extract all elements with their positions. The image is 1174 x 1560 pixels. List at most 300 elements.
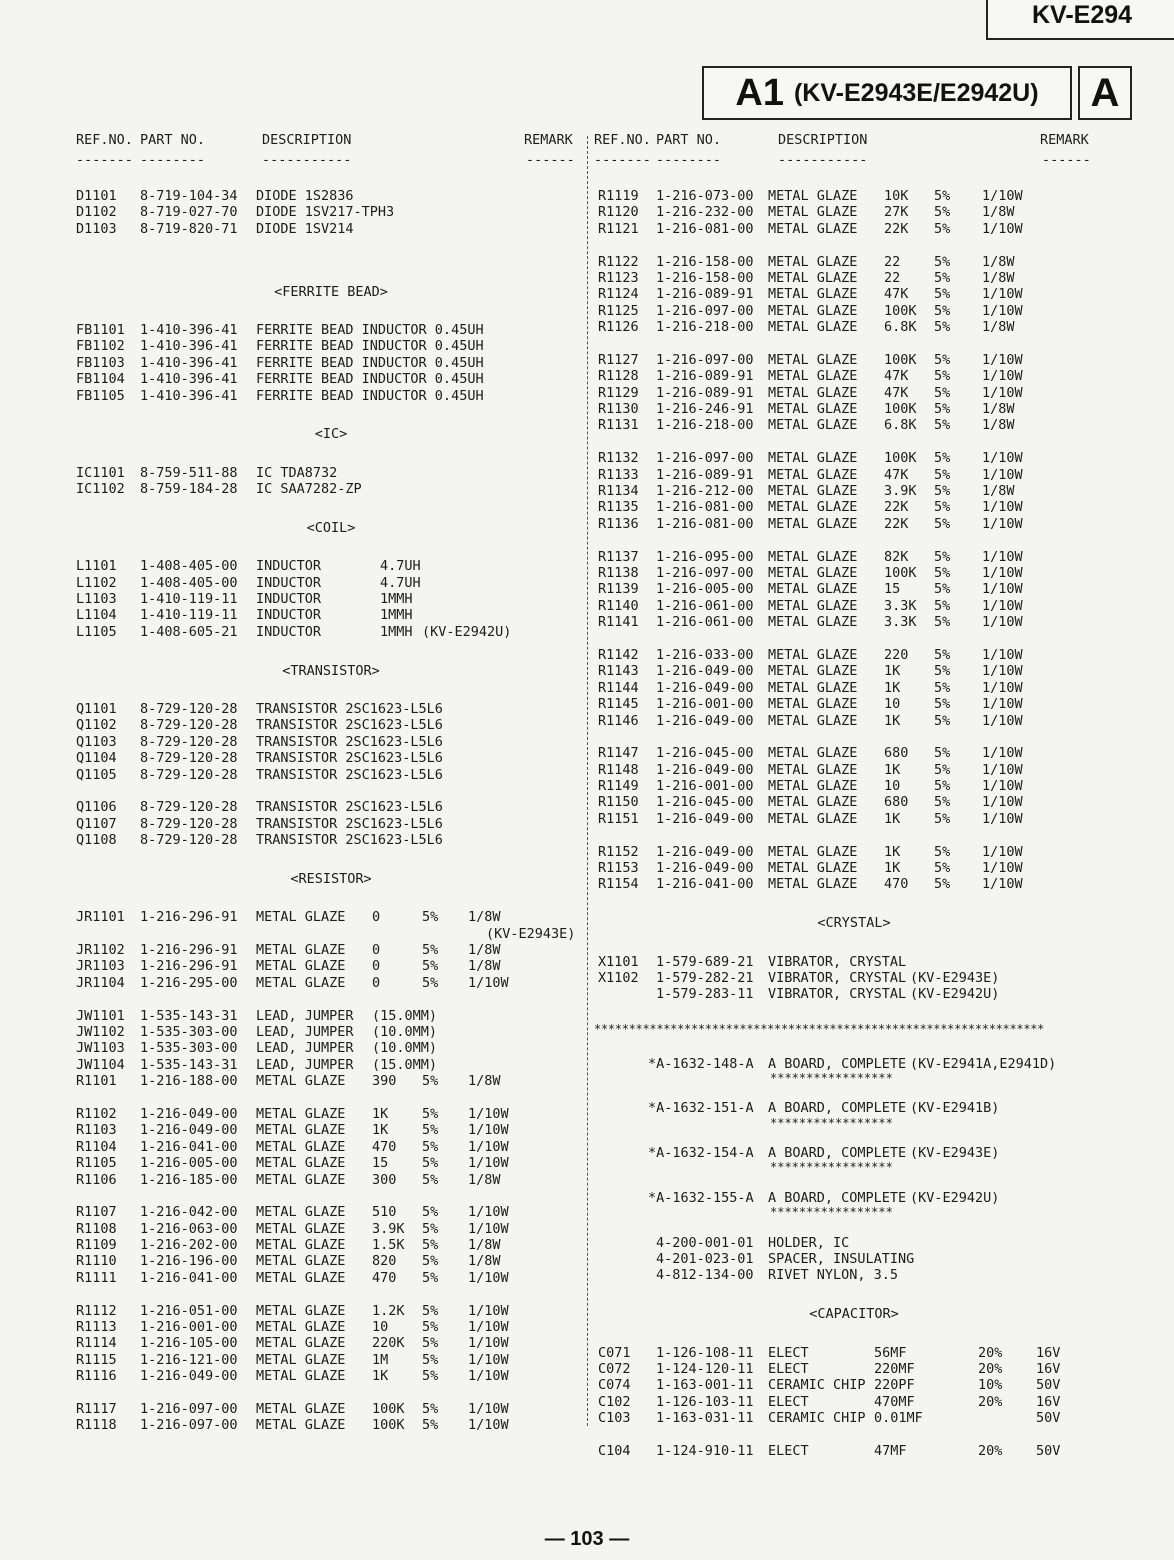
section-title: <IC> (314, 426, 348, 443)
description: A BOARD, COMPLETE (768, 1100, 907, 1117)
description: METAL GLAZE (768, 581, 858, 598)
description: METAL GLAZE (768, 204, 858, 221)
ref-no: L1105 (76, 623, 117, 640)
part-no: 1-216-097-00 (656, 302, 754, 319)
part-row (594, 385, 1114, 401)
tolerance: 5% (934, 646, 951, 663)
part-no: 1-216-097-00 (656, 564, 754, 581)
wattage: 1/10W (982, 646, 1023, 663)
tolerance: 5% (934, 581, 951, 598)
tolerance: 5% (934, 696, 951, 713)
ref-no: R1132 (598, 450, 639, 467)
dash-remark: ------ (1042, 152, 1091, 168)
part-row (594, 565, 1114, 581)
part-no: 1-535-143-31 (140, 1007, 238, 1024)
tolerance: 5% (934, 204, 951, 221)
part-row (76, 1139, 586, 1155)
part-no: 1-216-212-00 (656, 483, 754, 500)
value: 220K (372, 1335, 405, 1352)
ref-no: R1150 (598, 794, 639, 811)
value: 1.2K (372, 1302, 405, 1319)
part-no: 1-126-103-11 (656, 1393, 754, 1410)
ref-no: R1124 (598, 286, 639, 303)
description: METAL GLAZE (256, 1368, 346, 1385)
description: METAL GLAZE (256, 1253, 346, 1270)
part-no: 8-729-120-28 (140, 799, 238, 816)
part-no: 1-579-689-21 (656, 953, 754, 970)
description: METAL GLAZE (768, 319, 858, 336)
ref-no: R1133 (598, 466, 639, 483)
remark: (KV-E2941B) (910, 1100, 1000, 1117)
board-name: A1 (735, 71, 784, 114)
description: METAL GLAZE (256, 1417, 346, 1434)
value: (10.0MM) (372, 1040, 438, 1057)
part-row (76, 1319, 586, 1335)
value: 680 (884, 745, 909, 762)
tolerance: 5% (422, 1171, 439, 1188)
ref-no: R1107 (76, 1204, 117, 1221)
wattage: 1/8W (982, 401, 1015, 418)
description: ELECT (768, 1361, 809, 1377)
wattage: 1/10W (982, 663, 1023, 680)
part-row (594, 860, 1114, 876)
part-row (76, 322, 586, 338)
wattage: 1/8W (982, 417, 1015, 434)
ref-no: R1106 (76, 1171, 117, 1188)
tolerance: 5% (934, 417, 951, 434)
part-row (594, 204, 1114, 220)
board-row (594, 1145, 1114, 1161)
part-no: 1-216-073-00 (656, 188, 754, 204)
description: METAL GLAZE (768, 597, 858, 614)
page-number: — 103 — (544, 1528, 630, 1550)
part-row (76, 1073, 586, 1089)
wattage: 1/10W (468, 1122, 509, 1139)
value: 0 (372, 942, 381, 959)
wattage: 1/10W (468, 1105, 509, 1122)
remark: (KV-E2941A,E2941D) (910, 1055, 1057, 1072)
part-no: 1-410-396-41 (140, 387, 238, 404)
tolerance: 5% (422, 1220, 439, 1237)
wattage: 1/10W (982, 466, 1023, 483)
part-no: 1-216-158-00 (656, 269, 754, 286)
part-no: 1-126-108-11 (656, 1344, 754, 1361)
tolerance: 5% (934, 253, 951, 270)
header-remark: REMARK (524, 132, 573, 148)
part-no: 1-216-246-91 (656, 401, 754, 418)
wattage: 1/10W (468, 1302, 509, 1319)
part-no: 1-216-089-91 (656, 384, 754, 401)
description: TRANSISTOR 2SC1623-L5L6 (256, 750, 443, 767)
description: RIVET NYLON, 3.5 (768, 1267, 899, 1284)
ref-no: R1139 (598, 581, 639, 598)
dash-ref: ------- (76, 152, 133, 168)
description: HOLDER, IC (768, 1234, 850, 1251)
wattage: 1/8W (982, 319, 1015, 336)
part-no: 1-216-045-00 (656, 794, 754, 811)
part-no: 1-216-041-00 (140, 1138, 238, 1155)
part-no: 1-408-605-21 (140, 623, 238, 640)
part-no: 1-410-396-41 (140, 321, 238, 338)
ref-no: L1103 (76, 591, 117, 608)
description: METAL GLAZE (256, 1171, 346, 1188)
value: 1K (372, 1122, 389, 1139)
value: 100K (884, 564, 917, 581)
description: METAL GLAZE (768, 384, 858, 401)
part-no: 1-216-202-00 (140, 1237, 238, 1254)
ref-no: R1135 (598, 499, 639, 516)
part-no: 8-759-511-88 (140, 464, 238, 481)
value: 1MMH (380, 623, 413, 640)
part-no: 1-216-041-00 (140, 1269, 238, 1286)
value: 510 (372, 1204, 397, 1221)
part-no: 1-410-396-41 (140, 338, 238, 355)
value: 27K (884, 204, 909, 221)
part-row (76, 799, 586, 815)
remark: (KV-E2942U) (422, 623, 512, 640)
wattage: 1/10W (982, 351, 1023, 368)
part-no: 1-216-089-91 (656, 286, 754, 303)
tolerance: 5% (422, 1253, 439, 1270)
part-no: 1-216-041-00 (656, 876, 754, 893)
tolerance: 5% (934, 761, 951, 778)
part-no: 8-729-120-28 (140, 832, 238, 849)
part-row (594, 1345, 1114, 1361)
part-row (76, 767, 586, 783)
ref-no: FB1104 (76, 371, 125, 388)
spacer (594, 729, 1114, 745)
wattage: 1/10W (982, 515, 1023, 532)
part-row (594, 954, 1114, 970)
ref-no: JR1103 (76, 958, 125, 975)
ref-no: R1112 (76, 1302, 117, 1319)
tolerance: 10% (978, 1377, 1003, 1394)
ref-no: R1117 (76, 1401, 117, 1417)
header-ref-no: REF.NO. (594, 132, 651, 148)
ref-no: C072 (598, 1361, 631, 1377)
description: METAL GLAZE (256, 1122, 346, 1139)
ref-no: R1123 (598, 269, 639, 286)
part-row (594, 1251, 1114, 1267)
value: 220PF (874, 1377, 915, 1394)
description: METAL GLAZE (768, 188, 858, 204)
part-row (76, 388, 586, 404)
part-row (594, 970, 1114, 986)
part-row (76, 1155, 586, 1171)
value: 56MF (874, 1344, 907, 1361)
description: DIODE 1SV217-TPH3 (256, 204, 395, 221)
part-no: 1-216-033-00 (656, 646, 754, 663)
description: METAL GLAZE (256, 1319, 346, 1336)
description: ELECT (768, 1393, 809, 1410)
part-row (76, 355, 586, 371)
part-row (76, 750, 586, 766)
tolerance: 5% (934, 810, 951, 827)
wattage: 1/10W (982, 876, 1023, 893)
description: METAL GLAZE (768, 794, 858, 811)
part-row (594, 450, 1114, 466)
part-no: 1-216-081-00 (656, 220, 754, 237)
description: VIBRATOR, CRYSTAL (768, 953, 907, 970)
left-column (76, 130, 586, 1434)
part-row (76, 1122, 586, 1138)
description: METAL GLAZE (768, 778, 858, 795)
part-row (76, 558, 586, 574)
spacer (76, 849, 586, 865)
ref-no: Q1103 (76, 733, 117, 750)
dash-remark: ------ (526, 152, 575, 168)
description: LEAD, JUMPER (256, 1056, 354, 1073)
value: 22K (884, 220, 909, 237)
spacer (594, 1328, 1114, 1344)
ref-no: R1153 (598, 860, 639, 877)
ref-no: Q1105 (76, 766, 117, 783)
tolerance: 5% (934, 860, 951, 877)
tolerance: 20% (978, 1344, 1003, 1361)
value: 0 (372, 974, 381, 991)
board-stars (594, 1206, 1114, 1218)
part-no: 1-216-042-00 (140, 1204, 238, 1221)
value: 1K (884, 843, 901, 860)
spacer (76, 1385, 586, 1401)
part-row (594, 1443, 1114, 1459)
tolerance: 5% (934, 778, 951, 795)
ref-no: R1121 (598, 220, 639, 237)
description: METAL GLAZE (768, 564, 858, 581)
description: ELECT (768, 1344, 809, 1361)
ref-no: JW1103 (76, 1040, 125, 1057)
stars: ***************** (770, 1205, 893, 1220)
part-no: 8-759-184-28 (140, 481, 238, 498)
ref-no: L1102 (76, 574, 117, 591)
part-row (76, 1057, 586, 1073)
part-no: 1-216-097-00 (140, 1401, 238, 1417)
ref-no: R1122 (598, 253, 639, 270)
remark: (KV-E2943E) (486, 925, 576, 942)
wattage: 1/8W (468, 1171, 501, 1188)
description: METAL GLAZE (768, 712, 858, 729)
description: LEAD, JUMPER (256, 1007, 354, 1024)
wattage: 1/8W (982, 483, 1015, 500)
part-no: 8-729-120-28 (140, 700, 238, 717)
part-row (594, 1267, 1114, 1283)
part-row (76, 734, 586, 750)
wattage: 1/8W (468, 1253, 501, 1270)
ref-no: D1102 (76, 204, 117, 221)
part-no: 1-216-049-00 (656, 810, 754, 827)
value: 0 (372, 909, 381, 926)
spacer (76, 448, 586, 464)
stars: ***************** (770, 1070, 893, 1085)
ref-no: R1129 (598, 384, 639, 401)
part-row (594, 713, 1114, 729)
ref-no: R1108 (76, 1220, 117, 1237)
description: TRANSISTOR 2SC1623-L5L6 (256, 717, 443, 734)
description: METAL GLAZE (768, 646, 858, 663)
part-row (594, 188, 1114, 204)
part-row (594, 483, 1114, 499)
ref-no: R1120 (598, 204, 639, 221)
part-row (76, 1401, 586, 1417)
description: DIODE 1S2836 (256, 188, 354, 204)
spacer (76, 1286, 586, 1302)
wattage: 1/10W (982, 220, 1023, 237)
wattage: 1/10W (982, 843, 1023, 860)
wattage: 1/10W (468, 1269, 509, 1286)
description: INDUCTOR (256, 558, 322, 575)
description: METAL GLAZE (768, 499, 858, 516)
value: 1MMH (380, 607, 413, 624)
tolerance: 5% (934, 745, 951, 762)
description: METAL GLAZE (256, 1155, 346, 1172)
wattage: 1/10W (982, 286, 1023, 303)
ref-no: R1145 (598, 696, 639, 713)
tolerance: 5% (422, 1351, 439, 1368)
part-row (76, 1024, 586, 1040)
description: METAL GLAZE (768, 614, 858, 631)
ref-no: JR1104 (76, 974, 125, 991)
tolerance: 5% (934, 351, 951, 368)
tolerance: 5% (422, 942, 439, 959)
wattage: 1/10W (982, 384, 1023, 401)
wattage: 1/10W (982, 696, 1023, 713)
section-title: <RESISTOR> (290, 870, 372, 887)
wattage: 1/10W (468, 1417, 509, 1434)
value: 3.9K (372, 1220, 405, 1237)
ref-no: C102 (598, 1393, 631, 1410)
part-row (594, 598, 1114, 614)
part-no: 1-216-049-00 (656, 679, 754, 696)
tolerance: 5% (422, 1237, 439, 1254)
ref-no: R1125 (598, 302, 639, 319)
description: METAL GLAZE (768, 548, 858, 565)
header-description: DESCRIPTION (262, 132, 352, 148)
part-no: 1-216-005-00 (656, 581, 754, 598)
tolerance: 5% (934, 499, 951, 516)
left-header-dashes (76, 152, 586, 170)
description: METAL GLAZE (256, 958, 346, 975)
part-no: 1-216-049-00 (656, 761, 754, 778)
part-no: 8-729-120-28 (140, 815, 238, 832)
tolerance: 20% (978, 1442, 1003, 1459)
header-part-no: PART NO. (656, 132, 722, 148)
spacer (594, 1003, 1114, 1019)
value: 470MF (874, 1393, 915, 1410)
part-row (594, 647, 1114, 663)
description: CERAMIC CHIP (768, 1410, 866, 1427)
ref-no: FB1103 (76, 354, 125, 371)
value: 3.3K (884, 614, 917, 631)
value: 470 (372, 1269, 397, 1286)
part-no: 1-163-001-11 (656, 1377, 754, 1394)
part-no: *A-1632-154-A (648, 1145, 754, 1162)
part-no: *A-1632-151-A (648, 1100, 754, 1117)
value: 1K (884, 860, 901, 877)
ref-no: R1115 (76, 1351, 117, 1368)
ref-no: R1103 (76, 1122, 117, 1139)
wattage: 1/10W (468, 1351, 509, 1368)
ref-no: R1128 (598, 368, 639, 385)
tolerance: 5% (422, 1122, 439, 1139)
part-row (594, 844, 1114, 860)
spacer (594, 434, 1114, 450)
tolerance: 5% (422, 1105, 439, 1122)
value: 6.8K (884, 319, 917, 336)
part-no: 1-535-303-00 (140, 1040, 238, 1057)
part-row (594, 516, 1114, 532)
value: 82K (884, 548, 909, 565)
dash-part: -------- (656, 152, 722, 168)
board-stars (594, 1072, 1114, 1084)
ref-no: JR1101 (76, 909, 125, 926)
part-no: 1-216-049-00 (140, 1105, 238, 1122)
ref-no: L1104 (76, 607, 117, 624)
part-row (76, 958, 586, 974)
voltage: 50V (1036, 1410, 1061, 1427)
description: TRANSISTOR 2SC1623-L5L6 (256, 766, 443, 783)
description: METAL GLAZE (768, 843, 858, 860)
ref-no: R1102 (76, 1105, 117, 1122)
part-row (76, 481, 586, 497)
part-row (76, 1368, 586, 1384)
ref-no: R1104 (76, 1138, 117, 1155)
part-no: 1-408-405-00 (140, 558, 238, 575)
part-no: 1-216-051-00 (140, 1302, 238, 1319)
tolerance: 5% (422, 909, 439, 926)
spacer (76, 1090, 586, 1106)
tolerance: 5% (934, 319, 951, 336)
tolerance: 5% (934, 564, 951, 581)
ref-no: R1136 (598, 515, 639, 532)
value: 100K (372, 1417, 405, 1434)
spacer (76, 685, 586, 701)
value: 47K (884, 466, 909, 483)
value: 22K (884, 499, 909, 516)
value: 10 (884, 696, 901, 713)
voltage: 50V (1036, 1442, 1061, 1459)
spacer (594, 1427, 1114, 1443)
value: 100K (884, 351, 917, 368)
tolerance: 5% (934, 220, 951, 237)
value: 390 (372, 1073, 397, 1090)
part-no: 1-216-049-00 (656, 843, 754, 860)
wattage: 1/10W (982, 302, 1023, 319)
part-no: 1-216-296-91 (140, 958, 238, 975)
wattage: 1/8W (468, 1073, 501, 1090)
part-no: 1-216-081-00 (656, 499, 754, 516)
value: 100K (372, 1401, 405, 1417)
header-ref-no: REF.NO. (76, 132, 133, 148)
value: 1MMH (380, 591, 413, 608)
spacer (594, 1039, 1114, 1055)
description: A BOARD, COMPLETE (768, 1055, 907, 1072)
description: LEAD, JUMPER (256, 1024, 354, 1041)
ref-no: R1154 (598, 876, 639, 893)
part-no: 1-216-063-00 (140, 1220, 238, 1237)
part-row (594, 696, 1114, 712)
tolerance: 5% (934, 466, 951, 483)
description: METAL GLAZE (768, 761, 858, 778)
tolerance: 5% (422, 1417, 439, 1434)
voltage: 16V (1036, 1393, 1061, 1410)
header-remark: REMARK (1040, 132, 1089, 148)
ref-no: FB1105 (76, 387, 125, 404)
value: 22 (884, 253, 901, 270)
ref-no: R1116 (76, 1368, 117, 1385)
part-row (76, 591, 586, 607)
wattage: 1/10W (982, 810, 1023, 827)
ref-no: JR1102 (76, 942, 125, 959)
